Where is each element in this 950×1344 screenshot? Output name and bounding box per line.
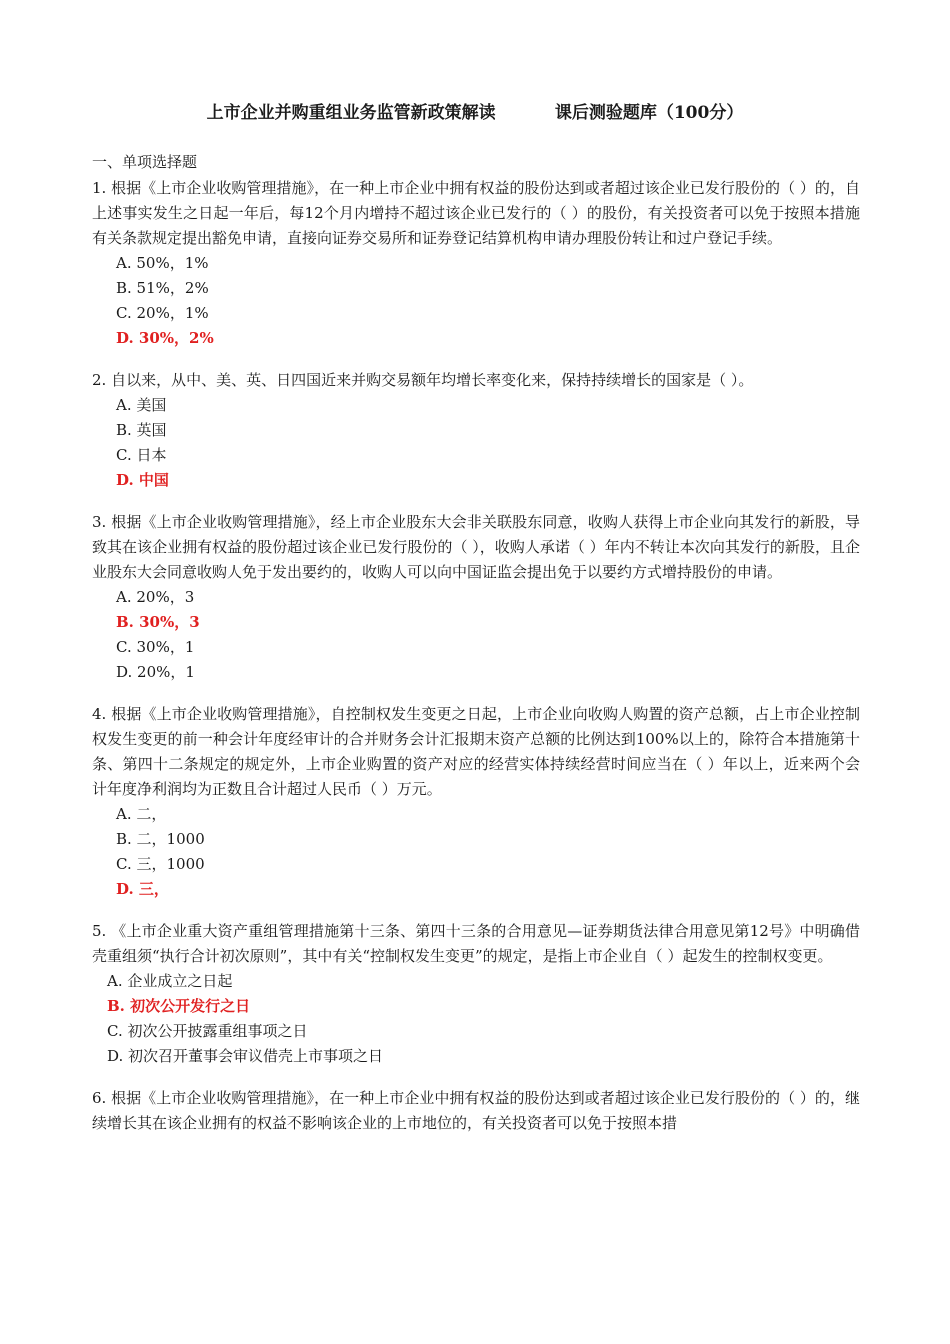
question-6 xyxy=(92,1086,860,1136)
option-a: A. 50%，1% xyxy=(116,254,209,272)
question-stem: 6. 根据《上市企业收购管理措施》，在一种上市企业中拥有权益的股份达到或者超过该企业已发行股份的（ ）的，继续增长其在该企业拥有的权益不影响该企业的上市地位的，有关投资者可以免于按照本措 xyxy=(92,1089,860,1132)
option-list xyxy=(92,585,860,685)
question-3 xyxy=(92,510,860,685)
question-stem: 4. 根据《上市企业收购管理措施》，自控制权发生变更之日起，上市企业向收购人购置的资产总额，占上市企业控制权发生变更的前一种会计年度经审计的合并财务会计汇报期末资产总额的比例达到100%以上的，除符合本措施第十条、第四十二条规定的规定外，上市企业购置的资产对应的经营实体持续经营时间应当在（ ）年以上，近来两个会计年度净利润均为正数且合计超过人民币（ ）万元。 xyxy=(92,705,860,798)
option-b: B. 30%，3 xyxy=(116,613,200,631)
option-list xyxy=(92,251,860,351)
option-list xyxy=(92,969,860,1069)
option-d: D. 中国 xyxy=(116,471,169,489)
option-a: A. 20%，3 xyxy=(116,588,195,606)
option-d: D. 30%，2% xyxy=(116,329,214,347)
question-stem: 5. 《上市企业重大资产重组管理措施第十三条、第四十三条的合用意见—证券期货法律合用意见第12号》中明确借壳重组须“执行合计初次原则”，其中有关“控制权发生变更”的规定，是指上市企业自（ ）起发生的控制权变更。 xyxy=(92,922,860,965)
question-1 xyxy=(92,176,860,351)
section-heading: 一、单项选择题 xyxy=(92,153,198,171)
option-d: D. 初次召开董事会审议借壳上市事项之日 xyxy=(107,1047,384,1065)
option-c: C. 初次公开披露重组事项之日 xyxy=(107,1022,308,1040)
question-4 xyxy=(92,702,860,902)
option-d: D. 三， xyxy=(116,880,169,898)
document-body xyxy=(92,150,860,1153)
option-c: C. 三，1000 xyxy=(116,855,205,873)
option-list xyxy=(92,393,860,493)
document-title: 上市企业并购重组业务监管新政策解读 课后测验题库（100分） xyxy=(206,103,744,123)
question-5 xyxy=(92,919,860,1069)
question-2 xyxy=(92,368,860,493)
option-c: C. 日本 xyxy=(116,446,167,464)
option-b: B. 二，1000 xyxy=(116,830,205,848)
option-b: B. 英国 xyxy=(116,421,167,439)
option-d: D. 20%，1 xyxy=(116,663,195,681)
question-stem: 1. 根据《上市企业收购管理措施》，在一种上市企业中拥有权益的股份达到或者超过该企业已发行股份的（ ）的，自上述事实发生之日起一年后，每12个月内增持不超过该企业已发行的（ ）的股份，有关投资者可以免于按照本措施有关条款规定提出豁免申请，直接向证券交易所和证券登记结算机构申请办理股份转让和过户登记手续。 xyxy=(92,179,860,247)
question-stem: 2. 自以来，从中、美、英、日四国近来并购交易额年均增长率变化来，保持持续增长的国家是（ ）。 xyxy=(92,371,754,389)
option-list xyxy=(92,802,860,902)
option-a: A. 二， xyxy=(116,805,167,823)
question-stem: 3. 根据《上市企业收购管理措施》，经上市企业股东大会非关联股东同意，收购人获得上市企业向其发行的新股，导致其在该企业拥有权益的股份超过该企业已发行股份的（ ），收购人承诺（ ）年内不转让本次向其发行的新股，且企业股东大会同意收购人免于发出要约的，收购人可以向中国证监会提出免于以要约方式增持股份的申请。 xyxy=(92,513,860,581)
option-c: C. 30%，1 xyxy=(116,638,195,656)
option-a: A. 企业成立之日起 xyxy=(107,972,233,990)
option-a: A. 美国 xyxy=(116,396,167,414)
option-b: B. 初次公开发行之日 xyxy=(107,997,251,1015)
option-c: C. 20%，1% xyxy=(116,304,209,322)
option-b: B. 51%，2% xyxy=(116,279,209,297)
